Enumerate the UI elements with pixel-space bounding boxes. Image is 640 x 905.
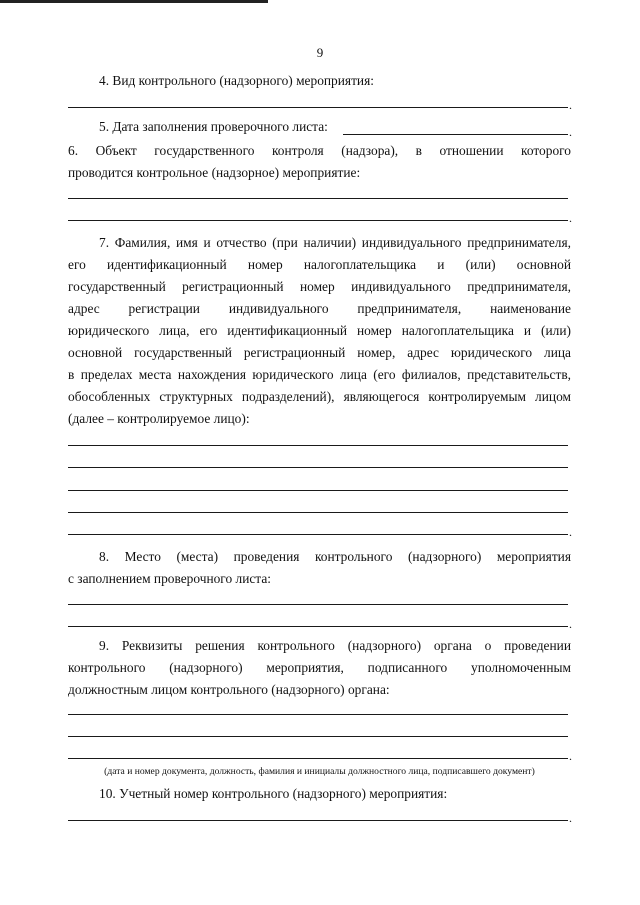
item-9-line-2: контрольного (надзорного) мероприятия, подписанного уполномоченным (68, 660, 571, 675)
line-end-mark: . (569, 98, 572, 112)
item-7-fill-line[interactable] (68, 467, 568, 468)
item-7-line-6: основной государственный регистрационный номер, адрес юридического лица (68, 345, 571, 360)
item-7-line-8: обособленных структурных подразделений), являющегося контролируемым лицом (68, 389, 571, 404)
item-5-date-line[interactable] (343, 134, 568, 135)
item-7-fill-line[interactable] (68, 512, 568, 513)
item-9-line-3: должностным лицом контрольного (надзорного) органа: (68, 682, 390, 697)
page-number: 9 (316, 45, 324, 60)
item-7-line-2: его идентификационный номер налогоплательщика и (или) основной (68, 257, 571, 272)
item-8-fill-line[interactable] (68, 626, 568, 627)
item-8-line-1: 8. Место (места) проведения контрольного (надзорного) мероприятия (99, 549, 571, 564)
item-6-fill-line[interactable] (68, 220, 568, 221)
item-7-fill-line[interactable] (68, 445, 568, 446)
line-end-mark: . (569, 525, 572, 539)
item-7-line-5: юридического лица, его идентификационный номер налогоплательщика и (или) (68, 323, 571, 338)
item-8-fill-line[interactable] (68, 604, 568, 605)
item-9-line-1: 9. Реквизиты решения контрольного (надзорного) органа о проведении (99, 638, 571, 653)
item-6-fill-line[interactable] (68, 198, 568, 199)
item-6-line-1: 6. Объект государственного контроля (надзора), в отношении которого (68, 143, 571, 158)
item-7-line-9: (далее – контролируемое лицо): (68, 411, 250, 426)
item-9-fill-line[interactable] (68, 758, 568, 759)
line-end-mark: . (569, 811, 572, 825)
line-end-mark: . (569, 211, 572, 225)
top-edge-rule (0, 0, 268, 3)
item-7-fill-line[interactable] (68, 490, 568, 491)
item-9-caption: (дата и номер документа, должность, фамилия и инициалы должностного лица, подписавшего документ) (104, 766, 535, 777)
item-7-fill-line[interactable] (68, 534, 568, 535)
item-10-label: 10. Учетный номер контрольного (надзорного) мероприятия: (99, 786, 448, 801)
item-8-line-2: с заполнением проверочного листа: (68, 571, 271, 586)
line-end-mark: . (569, 125, 572, 139)
line-end-mark: . (569, 617, 572, 631)
item-7-line-7: в пределах места нахождения юридического лица (его филиалов, представительств, (68, 367, 571, 382)
item-9-fill-line[interactable] (68, 736, 568, 737)
item-6-line-2: проводится контрольное (надзорное) мероприятие: (68, 165, 361, 180)
item-5-label: 5. Дата заполнения проверочного листа: (99, 119, 328, 134)
item-4-fill-line[interactable] (68, 107, 568, 108)
item-7-line-3: государственный регистрационный номер индивидуального предпринимателя, (68, 279, 571, 294)
item-7-line-1: 7. Фамилия, имя и отчество (при наличии) индивидуального предпринимателя, (99, 235, 571, 250)
item-7-line-4: адрес регистрации индивидуального предпринимателя, наименование (68, 301, 571, 316)
line-end-mark: . (569, 749, 572, 763)
item-9-fill-line[interactable] (68, 714, 568, 715)
item-10-fill-line[interactable] (68, 820, 568, 821)
item-4-label: 4. Вид контрольного (надзорного) мероприятия: (99, 73, 374, 88)
